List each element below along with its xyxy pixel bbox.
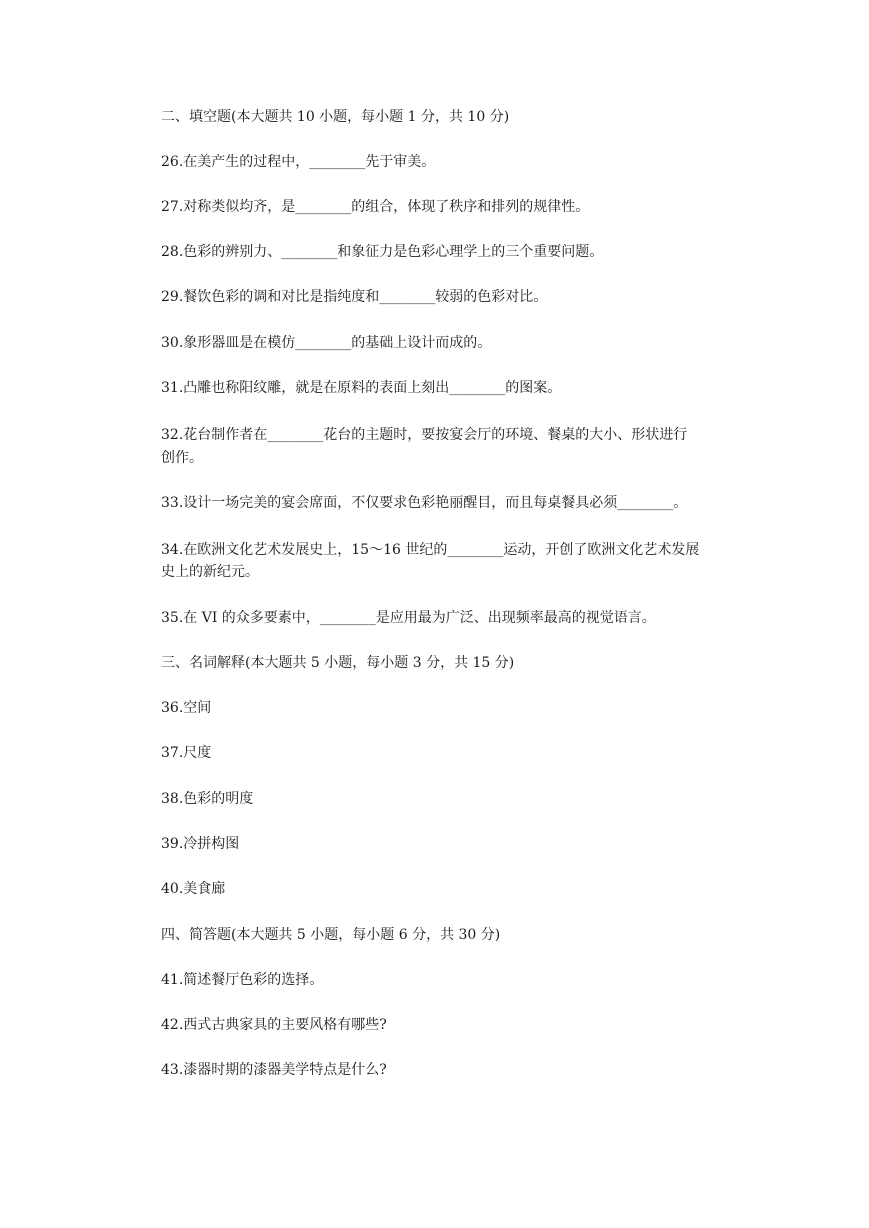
question-34-line-1: 34.在欧洲文化艺术发展史上，15～16 世纪的________运动，开创了欧洲文化艺术发展	[161, 542, 700, 558]
question-27: 27.对称类似均齐，是________的组合，体现了秩序和排列的规律性。	[161, 199, 590, 215]
question-32-line-2: 创作。	[161, 450, 203, 466]
question-37: 37.尺度	[161, 745, 212, 761]
question-26: 26.在美产生的过程中，________先于审美。	[161, 154, 436, 170]
question-36: 36.空间	[161, 700, 212, 716]
section-4-heading: 四、简答题(本大题共 5 小题，每小题 6 分，共 30 分)	[161, 927, 501, 943]
section-3-heading: 三、名词解释(本大题共 5 小题，每小题 3 分，共 15 分)	[161, 655, 515, 671]
question-42: 42.西式古典家具的主要风格有哪些?	[161, 1017, 387, 1033]
question-34-line-2: 史上的新纪元。	[161, 564, 259, 580]
question-29: 29.餐饮色彩的调和对比是指纯度和________较弱的色彩对比。	[161, 289, 548, 305]
question-40: 40.美食廊	[161, 881, 226, 897]
question-39: 39.冷拼构图	[161, 836, 240, 852]
question-31: 31.凸雕也称阳纹雕，就是在原料的表面上刻出________的图案。	[161, 380, 562, 396]
question-35: 35.在 VI 的众多要素中，________是应用最为广泛、出现频率最高的视觉语言。	[161, 610, 656, 626]
question-38: 38.色彩的明度	[161, 791, 254, 807]
question-43: 43.漆器时期的漆器美学特点是什么?	[161, 1062, 387, 1078]
section-2-heading: 二、填空题(本大题共 10 小题，每小题 1 分，共 10 分)	[161, 109, 510, 125]
question-30: 30.象形器皿是在模仿________的基础上设计而成的。	[161, 335, 492, 351]
question-28: 28.色彩的辨别力、________和象征力是色彩心理学上的三个重要问题。	[161, 244, 604, 260]
question-32-line-1: 32.花台制作者在________花台的主题时，要按宴会厅的环境、餐桌的大小、形状进行	[161, 427, 688, 443]
question-41: 41.简述餐厅色彩的选择。	[161, 972, 324, 988]
question-33: 33.设计一场完美的宴会席面，不仅要求色彩艳丽醒目，而且每桌餐具必须________。	[161, 495, 688, 511]
